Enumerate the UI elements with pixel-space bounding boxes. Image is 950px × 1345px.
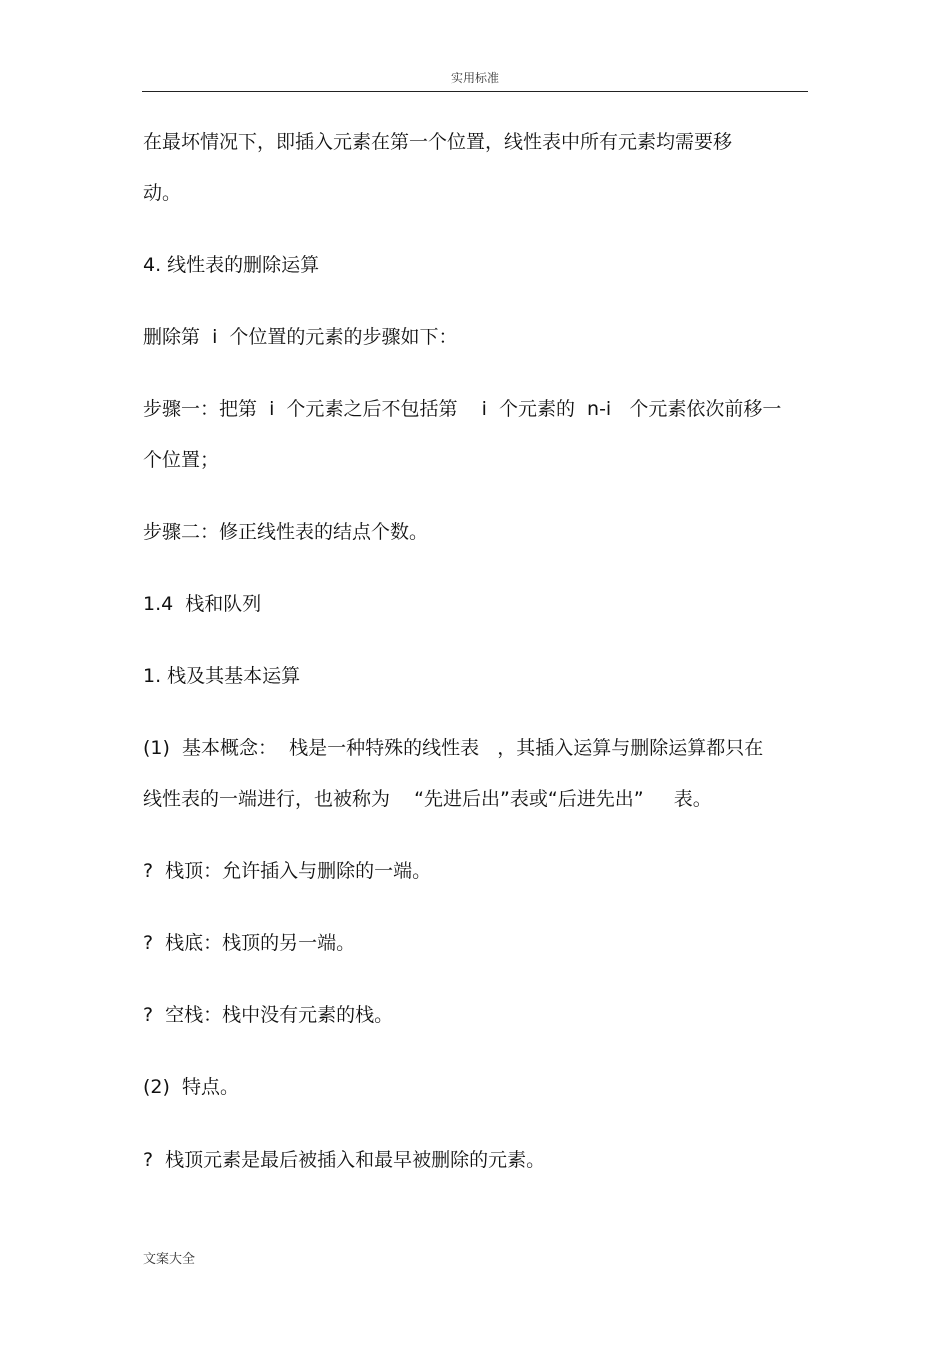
bullet-item: ? 栈底：栈顶的另一端。 bbox=[143, 932, 356, 954]
body-line: 线性表的一端进行，也被称为 “先进后出”表或“后进先出” 表。 bbox=[143, 788, 712, 810]
body-line: 步骤一：把第 i 个元素之后不包括第 i 个元素的 n-i 个元素依次前移一 bbox=[143, 398, 782, 420]
bullet-item: ? 栈顶元素是最后被插入和最早被删除的元素。 bbox=[143, 1149, 546, 1171]
section-heading: 4. 线性表的删除运算 bbox=[143, 254, 320, 276]
body-line: 个位置； bbox=[143, 449, 220, 471]
body-line: 动。 bbox=[143, 182, 182, 204]
section-heading: 1.4 栈和队列 bbox=[143, 593, 262, 615]
page-header-title: 实用标准 bbox=[450, 71, 499, 85]
body-line: 在最坏情况下，即插入元素在第一个位置，线性表中所有元素均需要移 bbox=[143, 131, 733, 153]
bullet-item: ? 栈顶：允许插入与删除的一端。 bbox=[143, 860, 432, 882]
section-heading: 1. 栈及其基本运算 bbox=[143, 665, 301, 687]
body-line: (2) 特点。 bbox=[143, 1076, 239, 1098]
body-line: 步骤二：修正线性表的结点个数。 bbox=[143, 521, 429, 543]
bullet-item: ? 空栈：栈中没有元素的栈。 bbox=[143, 1004, 394, 1026]
body-line: (1) 基本概念： 栈是一种特殊的线性表 ，其插入运算与删除运算都只在 bbox=[143, 737, 764, 759]
header-divider bbox=[142, 91, 808, 92]
body-line: 删除第 i 个位置的元素的步骤如下： bbox=[143, 326, 458, 348]
page-footer-text: 文案大全 bbox=[143, 1252, 196, 1267]
